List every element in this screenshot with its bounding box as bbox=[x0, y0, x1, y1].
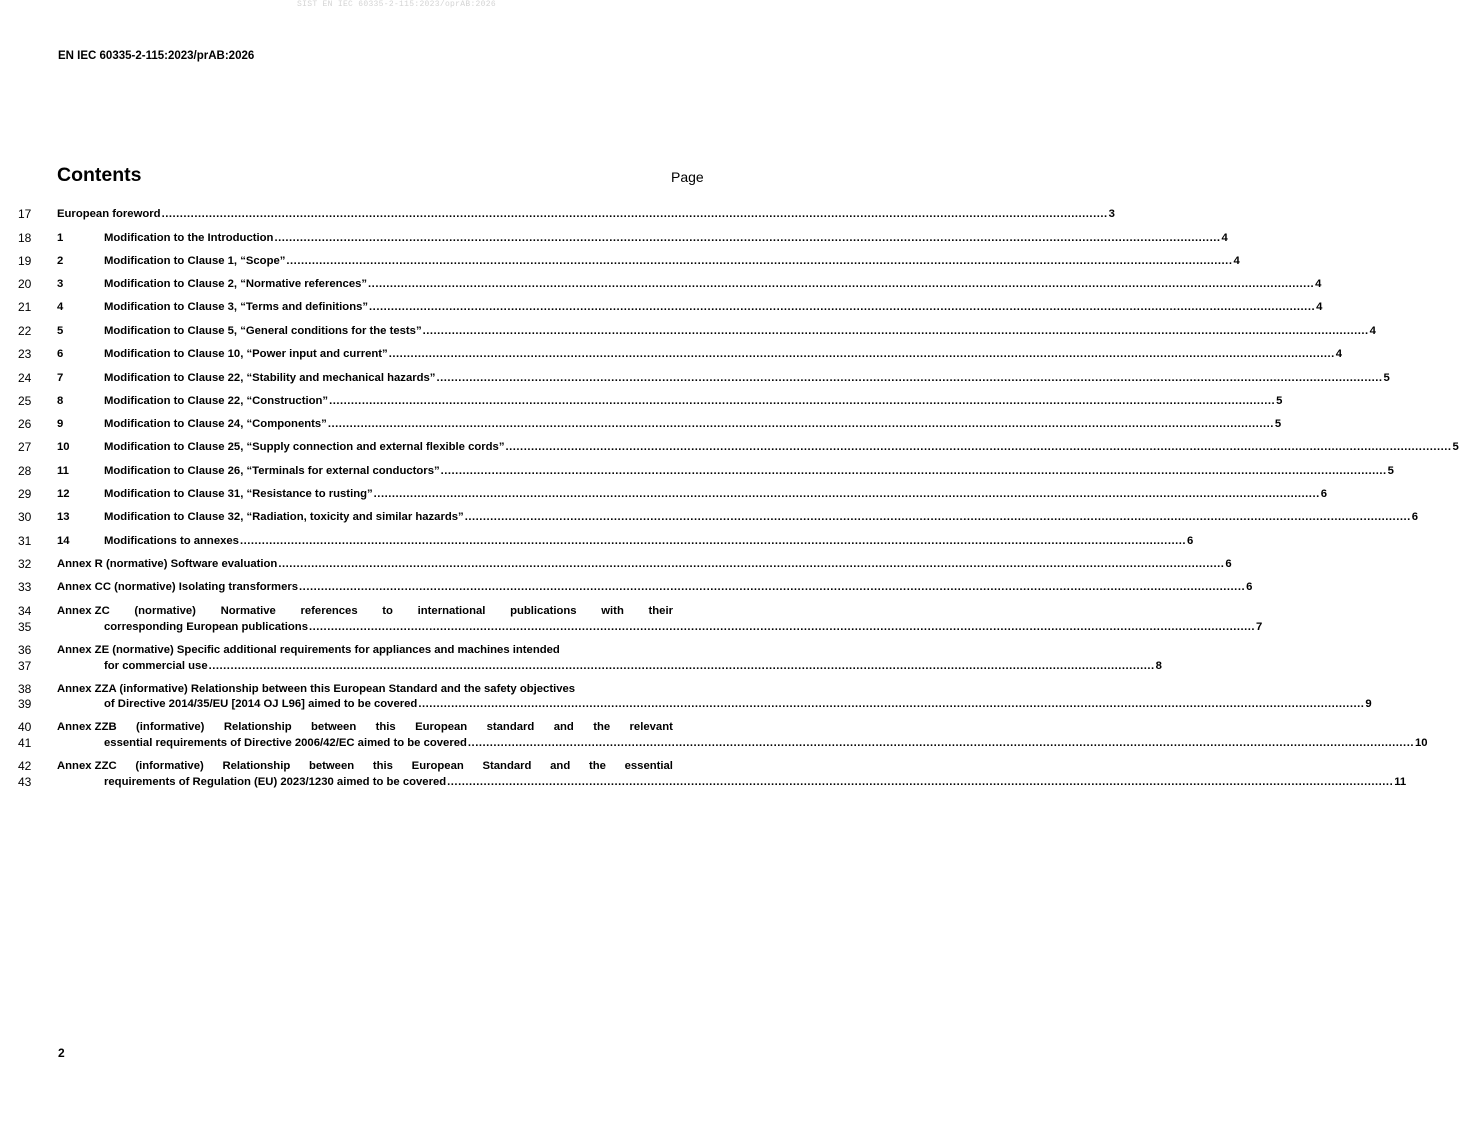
toc-entry[interactable] bbox=[57, 254, 1240, 268]
toc-entry-number: 8 bbox=[57, 395, 64, 407]
line-number: 42 bbox=[18, 759, 32, 773]
toc-entry-title: essential requirements of Directive 2006/42/EC aimed to be covered bbox=[104, 737, 467, 749]
dot-leader: .................................................................................................................................................................................................................................................................... bbox=[422, 325, 1369, 337]
toc-entry[interactable] bbox=[57, 324, 1376, 338]
toc-entry-word: European bbox=[411, 760, 464, 772]
toc-entry-title: Modification to Clause 2, “Normative references” bbox=[104, 278, 368, 290]
toc-entry[interactable] bbox=[57, 534, 1194, 548]
toc-entry-number: 3 bbox=[57, 278, 64, 290]
toc-entry-word: the bbox=[593, 721, 611, 733]
toc-entry-number: 6 bbox=[57, 348, 64, 360]
toc-entry-first-line bbox=[57, 682, 673, 696]
toc-entry[interactable] bbox=[57, 557, 1232, 571]
toc-entry-word: between bbox=[308, 760, 355, 772]
dot-leader: .................................................................................................................................................................................................................................................................... bbox=[309, 621, 1256, 633]
toc-entry-title: Annex CC (normative) Isolating transformers bbox=[57, 581, 299, 593]
toc-entry-title: corresponding European publications bbox=[104, 621, 308, 633]
dot-leader: .................................................................................................................................................................................................................................................................... bbox=[299, 581, 1246, 593]
toc-entry-number: 2 bbox=[57, 255, 64, 267]
toc-entry-first-line bbox=[57, 643, 673, 657]
toc-entry-first-line bbox=[57, 604, 673, 618]
toc-entry-word: Annex ZZC bbox=[57, 760, 117, 772]
toc-entry-title: Modification to Clause 22, “Stability and mechanical hazards” bbox=[104, 372, 436, 384]
toc-entry[interactable] bbox=[57, 231, 1228, 245]
toc-entry-word: essential bbox=[624, 760, 673, 772]
toc-entry[interactable] bbox=[57, 487, 1328, 501]
toc-entry-number: 14 bbox=[57, 535, 70, 547]
line-number: 19 bbox=[18, 254, 32, 268]
toc-entry-page: 5 bbox=[1452, 441, 1459, 453]
toc-entry[interactable] bbox=[57, 510, 1419, 524]
toc-entry-word: to bbox=[382, 605, 393, 617]
dot-leader: .................................................................................................................................................................................................................................................................... bbox=[369, 301, 1316, 313]
toc-entry-title: of Directive 2014/35/EU [2014 OJ L96] aimed to be covered bbox=[104, 698, 418, 710]
dot-leader: .................................................................................................................................................................................................................................................................... bbox=[327, 418, 1274, 430]
line-number: 35 bbox=[18, 620, 32, 634]
toc-entry-page: 5 bbox=[1274, 418, 1282, 430]
toc-entry-page: 6 bbox=[1225, 558, 1232, 570]
toc-entry-word: publications bbox=[510, 605, 577, 617]
toc-entry-title: Modification to Clause 5, “General conditions for the tests” bbox=[104, 325, 422, 337]
toc-entry[interactable] bbox=[57, 464, 1394, 478]
dot-leader: .................................................................................................................................................................................................................................................................... bbox=[239, 535, 1187, 547]
dot-leader: .................................................................................................................................................................................................................................................................... bbox=[286, 255, 1233, 267]
toc-entry-word: Annex ZZB bbox=[57, 721, 117, 733]
line-number: 27 bbox=[18, 440, 32, 454]
dot-leader: .................................................................................................................................................................................................................................................................... bbox=[278, 558, 1225, 570]
document-id-header: EN IEC 60335-2-115:2023/prAB:2026 bbox=[58, 50, 255, 62]
toc-entry-word: and bbox=[550, 760, 571, 772]
toc-entry-number: 13 bbox=[57, 511, 70, 523]
toc-entry-word: references bbox=[300, 605, 358, 617]
toc-entry[interactable] bbox=[57, 207, 1115, 221]
toc-entry-word: standard bbox=[486, 721, 535, 733]
line-number: 33 bbox=[18, 580, 32, 594]
line-number: 25 bbox=[18, 394, 32, 408]
toc-entry-word: between bbox=[311, 721, 357, 733]
line-number: 39 bbox=[18, 697, 32, 711]
toc-entry-title: Modification to Clause 1, “Scope” bbox=[104, 255, 286, 267]
toc-entry[interactable] bbox=[57, 417, 1282, 431]
toc-entry-number: 5 bbox=[57, 325, 64, 337]
toc-entry-first-line bbox=[57, 720, 673, 734]
toc-entry-page: 6 bbox=[1320, 488, 1328, 500]
toc-entry-title: Annex R (normative) Software evaluation bbox=[57, 558, 278, 570]
line-number: 17 bbox=[18, 207, 32, 221]
toc-entry-title: Modification to Clause 31, “Resistance to rusting” bbox=[104, 488, 373, 500]
toc-entry-word: the bbox=[588, 760, 606, 772]
dot-leader: .................................................................................................................................................................................................................................................................... bbox=[418, 698, 1365, 710]
toc-entry-word: (informative) bbox=[135, 760, 204, 772]
toc-entry-page: 4 bbox=[1315, 278, 1322, 290]
toc-entry-word: international bbox=[417, 605, 486, 617]
watermark: SIST EN IEC 60335-2-115:2023/oprAB:2026 bbox=[297, 0, 496, 9]
line-number: 43 bbox=[18, 775, 32, 789]
toc-entry-number: 9 bbox=[57, 418, 64, 430]
toc-entry-page: 4 bbox=[1316, 301, 1323, 313]
toc-entry-page: 4 bbox=[1335, 348, 1343, 360]
toc-entry-word: relevant bbox=[629, 721, 673, 733]
line-number: 37 bbox=[18, 659, 32, 673]
toc-entry-word: Annex ZC bbox=[57, 605, 110, 617]
line-number: 32 bbox=[18, 557, 32, 571]
toc-entry-number: 10 bbox=[57, 441, 70, 453]
toc-entry[interactable] bbox=[57, 300, 1323, 314]
toc-entry-page: 6 bbox=[1246, 581, 1253, 593]
line-number: 34 bbox=[18, 604, 32, 618]
toc-entry-word: this bbox=[375, 721, 396, 733]
toc-entry-word: Standard bbox=[482, 760, 532, 772]
toc-entry[interactable] bbox=[104, 620, 1263, 634]
toc-entry[interactable] bbox=[104, 697, 1372, 711]
toc-entry[interactable] bbox=[104, 736, 1428, 750]
dot-leader: .................................................................................................................................................................................................................................................................... bbox=[388, 348, 1335, 360]
line-number: 30 bbox=[18, 510, 32, 524]
dot-leader: .................................................................................................................................................................................................................................................................... bbox=[464, 511, 1411, 523]
line-number: 23 bbox=[18, 347, 32, 361]
toc-entry-title: Modification to Clause 3, “Terms and definitions” bbox=[104, 301, 369, 313]
toc-entry[interactable] bbox=[57, 580, 1253, 594]
toc-entry-title: Modification to Clause 25, “Supply connection and external flexible cords” bbox=[104, 441, 505, 453]
toc-entry-page: 4 bbox=[1221, 232, 1228, 244]
toc-entry-page: 6 bbox=[1411, 511, 1419, 523]
toc-entry[interactable] bbox=[57, 277, 1322, 291]
toc-entry-word: Relationship bbox=[222, 760, 291, 772]
dot-leader: .................................................................................................................................................................................................................................................................... bbox=[467, 737, 1414, 749]
line-number: 18 bbox=[18, 231, 32, 245]
toc-entry-page: 5 bbox=[1387, 465, 1394, 477]
toc-entry-first-line bbox=[57, 759, 673, 773]
toc-entry-title: Modifications to annexes bbox=[104, 535, 239, 547]
line-number: 21 bbox=[18, 300, 32, 314]
toc-entry-title: Modification to Clause 10, “Power input and current” bbox=[104, 348, 388, 360]
dot-leader: .................................................................................................................................................................................................................................................................... bbox=[329, 395, 1276, 407]
toc-entry-word: (informative) bbox=[136, 721, 205, 733]
toc-entry[interactable] bbox=[104, 775, 1407, 789]
toc-entry-title: Modification to the Introduction bbox=[104, 232, 274, 244]
line-number: 31 bbox=[18, 534, 32, 548]
toc-entry-page: 4 bbox=[1233, 255, 1240, 267]
toc-entry-page: 11 bbox=[1394, 776, 1407, 788]
toc-entry-page: 8 bbox=[1155, 660, 1162, 672]
line-number: 40 bbox=[18, 720, 32, 734]
toc-entry-page: 5 bbox=[1383, 372, 1390, 384]
line-number: 36 bbox=[18, 643, 32, 657]
toc-entry[interactable] bbox=[57, 371, 1390, 385]
toc-entry-page: 9 bbox=[1365, 698, 1372, 710]
toc-entry-number: 1 bbox=[57, 232, 64, 244]
toc-entry-word: this bbox=[372, 760, 393, 772]
dot-leader: .................................................................................................................................................................................................................................................................... bbox=[447, 776, 1394, 788]
contents-heading: Contents bbox=[57, 164, 142, 186]
dot-leader: .................................................................................................................................................................................................................................................................... bbox=[208, 660, 1155, 672]
toc-entry[interactable] bbox=[57, 440, 1459, 454]
toc-entry-word: and bbox=[553, 721, 574, 733]
toc-entry-title: Modification to Clause 32, “Radiation, toxicity and similar hazards” bbox=[104, 511, 464, 523]
line-number: 26 bbox=[18, 417, 32, 431]
dot-leader: .................................................................................................................................................................................................................................................................... bbox=[368, 278, 1315, 290]
dot-leader: .................................................................................................................................................................................................................................................................... bbox=[505, 441, 1452, 453]
toc-entry-page: 4 bbox=[1369, 325, 1376, 337]
toc-entry-word: (normative) bbox=[134, 605, 196, 617]
toc-entry-title: European foreword bbox=[57, 208, 161, 220]
toc-entry-title: for commercial use bbox=[104, 660, 208, 672]
toc-entry-title: Modification to Clause 26, “Terminals for external conductors” bbox=[104, 465, 440, 477]
line-number: 20 bbox=[18, 277, 32, 291]
toc-entry-title: Modification to Clause 22, “Construction” bbox=[104, 395, 329, 407]
toc-entry-title: requirements of Regulation (EU) 2023/1230 aimed to be covered bbox=[104, 776, 447, 788]
toc-entry-page: 6 bbox=[1187, 535, 1194, 547]
page-number: 2 bbox=[58, 1046, 65, 1060]
toc-entry-title: Modification to Clause 24, “Components” bbox=[104, 418, 327, 430]
page-column-label: Page bbox=[671, 169, 704, 185]
toc-entry-number: 12 bbox=[57, 488, 70, 500]
toc-entry-number: 11 bbox=[57, 465, 69, 477]
toc-entry-title: Annex ZZA (informative) Relationship between this European Standard and the safety objectives bbox=[57, 683, 576, 695]
dot-leader: .................................................................................................................................................................................................................................................................... bbox=[274, 232, 1221, 244]
toc-entry-word: European bbox=[415, 721, 468, 733]
line-number: 28 bbox=[18, 464, 32, 478]
line-number: 22 bbox=[18, 324, 32, 338]
dot-leader: .................................................................................................................................................................................................................................................................... bbox=[161, 208, 1108, 220]
toc-entry-number: 4 bbox=[57, 301, 64, 313]
toc-entry-title: Annex ZE (normative) Specific additional requirements for appliances and machines intended bbox=[57, 644, 560, 656]
dot-leader: .................................................................................................................................................................................................................................................................... bbox=[436, 372, 1383, 384]
dot-leader: .................................................................................................................................................................................................................................................................... bbox=[440, 465, 1387, 477]
toc-entry-page: 7 bbox=[1256, 621, 1263, 633]
toc-entry-number: 7 bbox=[57, 372, 64, 384]
toc-entry-page: 3 bbox=[1108, 208, 1115, 220]
toc-entry[interactable] bbox=[57, 394, 1283, 408]
line-number: 41 bbox=[18, 736, 32, 750]
dot-leader: .................................................................................................................................................................................................................................................................... bbox=[373, 488, 1320, 500]
line-number: 38 bbox=[18, 682, 32, 696]
toc-entry-word: Normative bbox=[220, 605, 276, 617]
line-number: 29 bbox=[18, 487, 32, 501]
toc-entry-word: Relationship bbox=[223, 721, 292, 733]
toc-entry[interactable] bbox=[104, 659, 1162, 673]
toc-entry-page: 10 bbox=[1414, 737, 1428, 749]
toc-entry-word: with bbox=[601, 605, 624, 617]
toc-entry-page: 5 bbox=[1276, 395, 1283, 407]
toc-entry-word: their bbox=[648, 605, 673, 617]
toc-entry[interactable] bbox=[57, 347, 1343, 361]
line-number: 24 bbox=[18, 371, 32, 385]
